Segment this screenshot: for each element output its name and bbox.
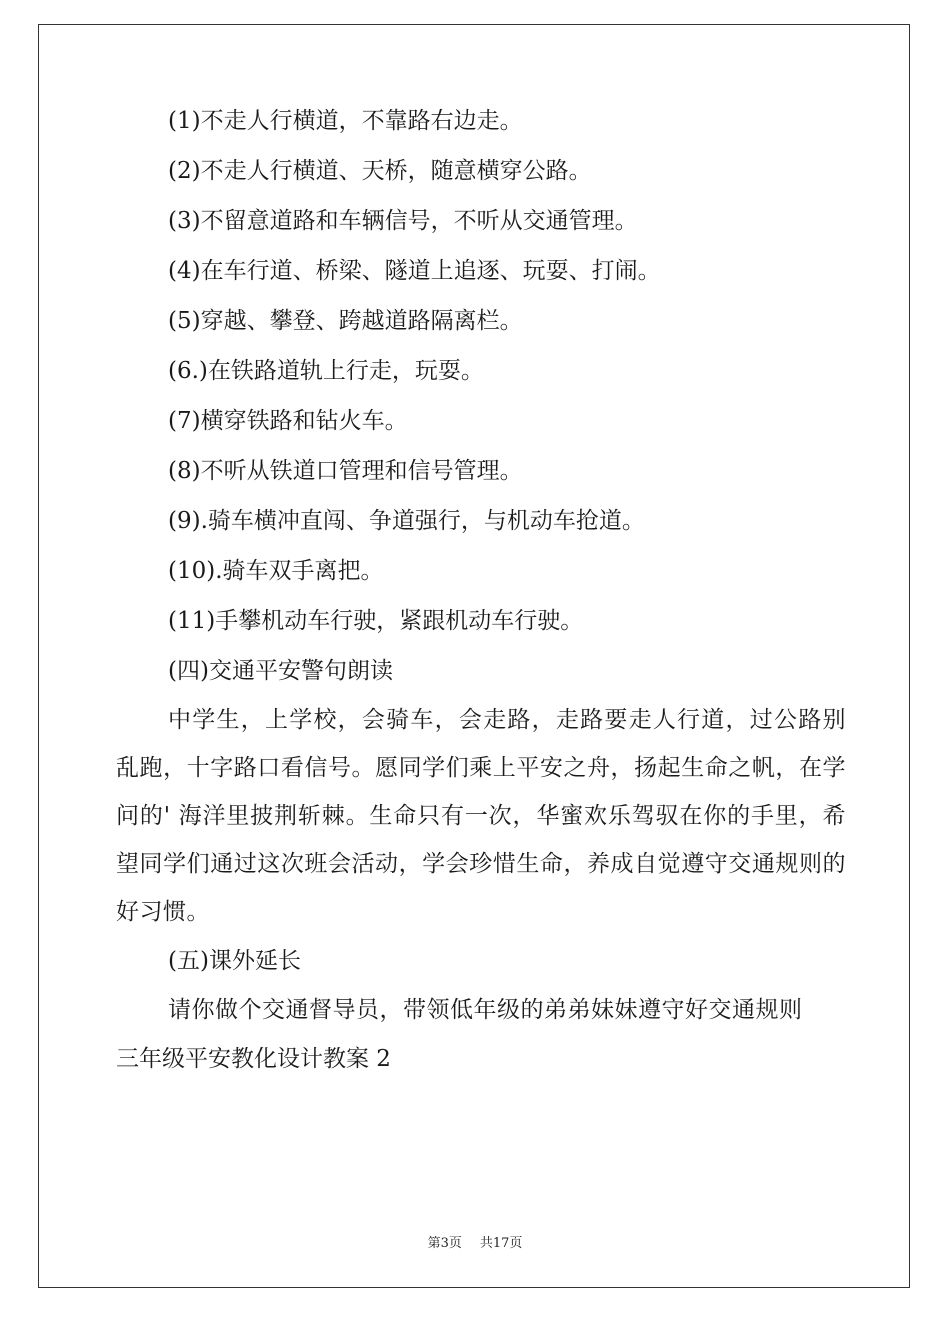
section-heading-5: (五)课外延长 xyxy=(168,948,301,974)
list-item: (4)在车行道、桥梁、隧道上追逐、玩耍、打闹。 xyxy=(168,258,661,284)
list-item: (7)横穿铁路和钻火车。 xyxy=(168,408,408,434)
section-paragraph-5: 请你做个交通督导员，带领低年级的弟弟妹妹遵守好交通规则 xyxy=(168,997,803,1023)
section-paragraph-4: 中学生，上学校，会骑车，会走路，走路要走人行道，过公路别乱跑，十字路口看信号。愿同学们乘上平安之舟，扬起生命之帆，在学问的' 海洋里披荆斩棘。生命只有一次，华蜜欢乐驾驭在你的手里，希望同学们通过这次班会活动，学会珍惜生命，养成自觉遵守交通规则的好习惯。 xyxy=(116,707,846,925)
page-total: 共17页 xyxy=(479,1236,523,1251)
list-item: (8)不听从铁道口管理和信号管理。 xyxy=(168,458,523,484)
document-body xyxy=(116,96,846,1084)
list-item: (10).骑车双手离把。 xyxy=(168,558,384,584)
list-item: (9).骑车横冲直闯、争道强行，与机动车抢道。 xyxy=(168,508,645,534)
list-item: (11)手攀机动车行驶，紧跟机动车行驶。 xyxy=(168,608,584,634)
list-item: (2)不走人行横道、天桥，随意横穿公路。 xyxy=(168,158,592,184)
section-heading-4: (四)交通平安警句朗读 xyxy=(168,658,393,684)
list-item: (6.)在铁路道轨上行走，玩耍。 xyxy=(168,358,484,384)
list-item: (1)不走人行横道，不靠路右边走。 xyxy=(168,108,523,134)
next-lesson-title: 三年级平安教化设计教案 2 xyxy=(116,1046,391,1072)
page-footer xyxy=(0,1232,950,1251)
list-item: (3)不留意道路和车辆信号，不听从交通管理。 xyxy=(168,208,638,234)
page-number: 第3页 xyxy=(427,1236,462,1251)
list-item: (5)穿越、攀登、跨越道路隔离栏。 xyxy=(168,308,523,334)
